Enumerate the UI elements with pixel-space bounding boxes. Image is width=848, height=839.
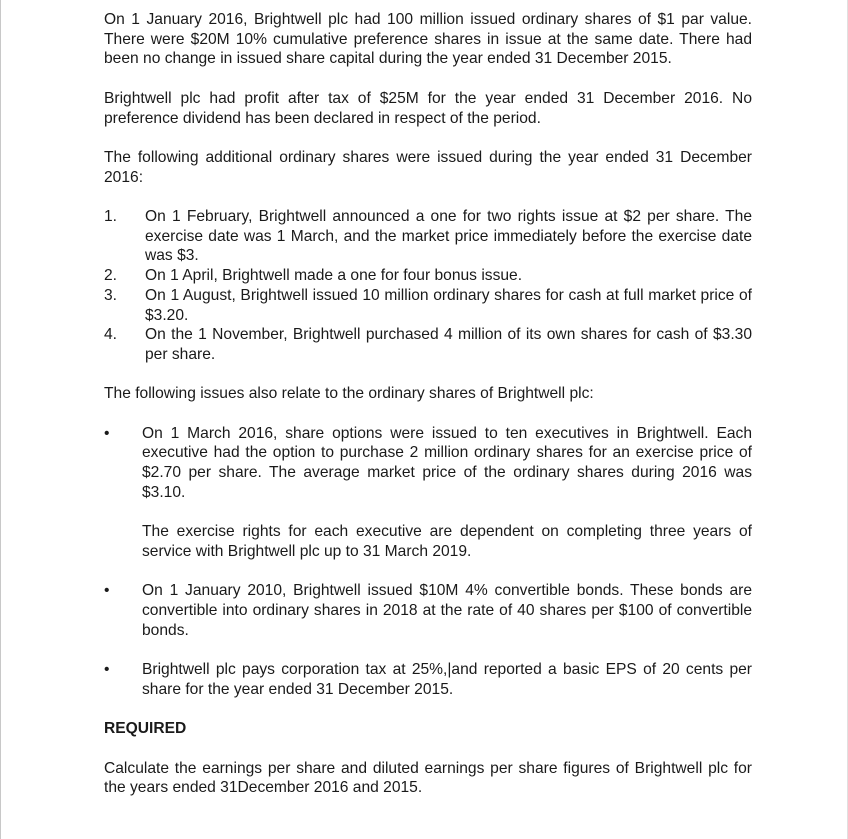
bullet-text: On 1 March 2016, share options were issued to ten executives in Brightwell. Each executive had the option to purchase 2 million ordinary shares for an exercise price of $2.70 per share. The average market price of the ordinary shares during 2016 was $3.10.	[142, 424, 752, 501]
list-item-text: On 1 February, Brightwell announced a one for two rights issue at $2 per share. The exercise date was 1 March, and the market price immediately before the exercise date was $3.	[145, 207, 752, 265]
list-item	[104, 325, 752, 364]
list-item	[104, 286, 752, 325]
bullet-dot-icon: •	[104, 661, 110, 679]
also-relate-paragraph: The following issues also relate to the ordinary shares of Brightwell plc:	[104, 385, 594, 403]
required-paragraph: Calculate the earnings per share and diluted earnings per share figures of Brightwell plc for the years ended 31December 2016 and 2015.	[104, 759, 752, 797]
intro-paragraph-profit: Brightwell plc had profit after tax of $25M for the year ended 31 December 2016. No preference dividend has been declared in respect of the period.	[104, 89, 752, 127]
bullet-text: On 1 January 2010, Brightwell issued $10M 4% convertible bonds. These bonds are convertible into ordinary shares in 2018 at the rate of 40 shares per $100 of convertible bonds.	[142, 582, 752, 639]
bullet-subtext: The exercise rights for each executive are dependent on completing three years of service with Brightwell plc up to 31 March 2019.	[142, 523, 752, 560]
required-heading: REQUIRED	[104, 720, 187, 738]
list-item-number: 1.	[104, 207, 118, 225]
intro-paragraph-additional-shares: The following additional ordinary shares were issued during the year ended 31 December 2016:	[104, 148, 752, 186]
share-issues-list	[104, 207, 752, 365]
list-item-number: 3.	[104, 286, 118, 304]
list-item-text: On 1 April, Brightwell made a one for four bonus issue.	[145, 267, 523, 285]
bullet-dot-icon: •	[104, 582, 110, 600]
bullet-convertible-bonds	[104, 581, 752, 640]
document-page	[104, 10, 752, 798]
list-item-number: 4.	[104, 326, 118, 344]
bullet-dot-icon: •	[104, 424, 110, 442]
list-item-number: 2.	[104, 267, 118, 285]
list-item-text: On 1 August, Brightwell issued 10 million ordinary shares for cash at full market price of $3.20.	[145, 286, 752, 324]
page-left-border	[0, 0, 1, 839]
bullet-text: Brightwell plc pays corporation tax at 25%,|and reported a basic EPS of 20 cents per share for the year ended 31 December 2015.	[142, 661, 752, 698]
list-item-text: On the 1 November, Brightwell purchased 4 million of its own shares for cash of $3.30 per share.	[145, 326, 752, 363]
list-item	[104, 266, 752, 286]
bullet-share-options	[104, 424, 752, 562]
bullet-corporation-tax	[104, 660, 752, 699]
intro-paragraph-shares: On 1 January 2016, Brightwell plc had 100 million issued ordinary shares of $1 par value. There were $20M 10% cumulative preference shares in issue at the same date. There had been no change in issued share capital during the year ended 31 December 2015.	[104, 11, 752, 68]
list-item	[104, 207, 752, 266]
